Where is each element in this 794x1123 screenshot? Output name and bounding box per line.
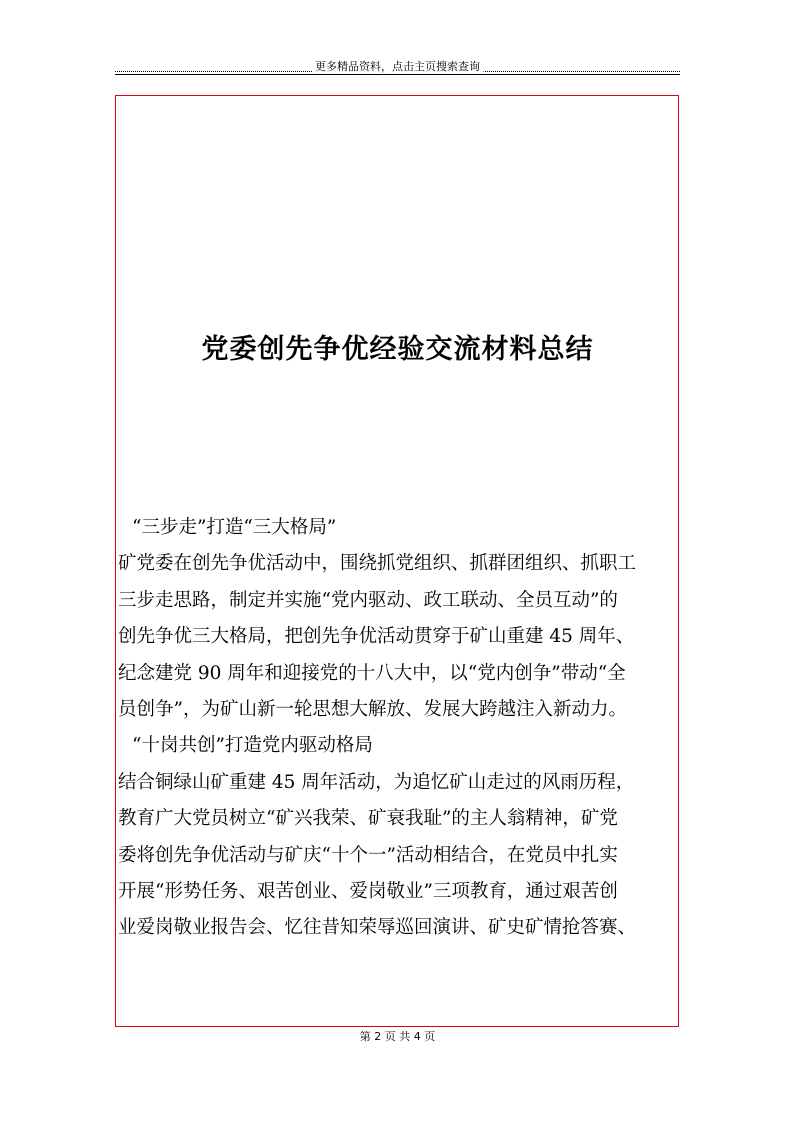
document-body [118,510,680,947]
paragraph-line: 三步走思路，制定并实施“党内驱动、政工联动、全员互动”的 [118,589,618,611]
paragraph-line: 创先争优三大格局，把创先争优活动贯穿于矿山重建 45 周年、 [118,626,635,648]
section-heading: “三步走”打造“三大格局” [132,517,337,538]
page-header [115,58,680,78]
paragraph-line: 业爱岗敬业报告会、忆往昔知荣辱巡回演讲、矿史矿情抢答赛、 [118,917,637,939]
section-heading: “十岗共创”打造党内驱动格局 [132,735,373,757]
paragraph-line: 纪念建党 90 周年和迎接党的十八大中，以“党内创争”带动“全 [118,662,626,684]
page-footer: 第 2 页 共 4 页 [359,1030,436,1043]
document-title: 党委创先争优经验交流材料总结 [201,334,594,365]
header-rule [115,74,680,75]
header-text: 更多精品资料，点击主页搜索查询 [312,60,483,74]
paragraph-line: 员创争”，为矿山新一轮思想大解放、发展大跨越注入新动力。 [118,698,627,720]
paragraph-line: 委将创先争优活动与矿庆“十个一”活动相结合，在党员中扎实 [118,844,618,866]
paragraph-line: 教育广大党员树立“矿兴我荣、矿衰我耻”的主人翁精神，矿党 [118,808,618,830]
paragraph-line: 开展“形势任务、艰苦创业、爱岗敬业”三项教育，通过艰苦创 [118,880,618,902]
paragraph-line: 结合铜绿山矿重建 45 周年活动，为追忆矿山走过的风雨历程， [118,771,635,793]
paragraph-line: 矿党委在创先争优活动中，围绕抓党组织、抓群团组织、抓职工 [118,553,637,575]
